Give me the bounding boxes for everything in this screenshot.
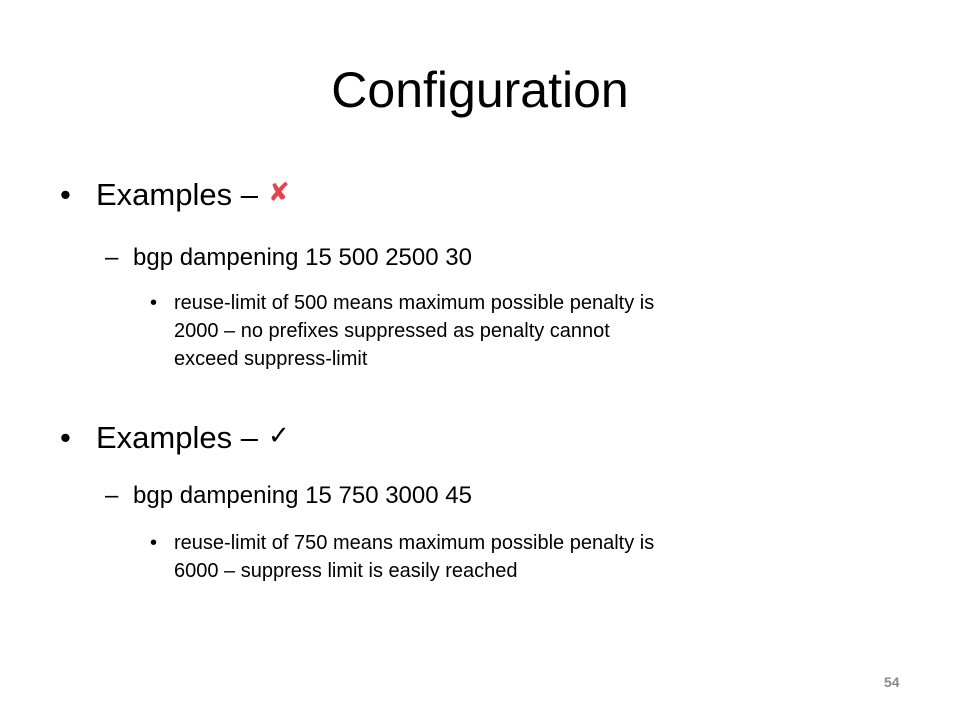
command-item [105,243,472,273]
bullet-examples-bad [60,172,290,215]
detail-line: 2000 – no prefixes suppressed as penalty cannot [174,320,610,342]
cross-icon: ✘ [267,177,290,207]
page-number: 54 [884,674,900,690]
detail-line: reuse-limit of 750 means maximum possible penalty is [174,532,655,554]
detail-bullet-dot: • [150,532,158,554]
command-text: bgp dampening 15 500 2500 30 [133,244,472,271]
command-text: bgp dampening 15 750 3000 45 [133,482,472,509]
detail-text [174,529,874,585]
bullet-examples-good [60,415,290,458]
detail-line: exceed suppress-limit [174,348,368,370]
bullet-heading: Examples – [96,177,258,212]
command-item [105,481,472,511]
detail-bullet-dot: • [150,292,158,314]
sub-bullet-dash: – [105,482,119,509]
detail-line: reuse-limit of 500 means maximum possible penalty is [174,292,655,314]
bullet-dot: • [60,420,71,455]
slide-title: Configuration [331,62,629,118]
check-icon: ✓ [267,420,290,450]
bullet-dot: • [60,177,71,212]
bullet-heading: Examples – [96,420,258,455]
detail-line: 6000 – suppress limit is easily reached [174,560,518,582]
detail-text [174,289,874,373]
sub-bullet-dash: – [105,244,119,271]
